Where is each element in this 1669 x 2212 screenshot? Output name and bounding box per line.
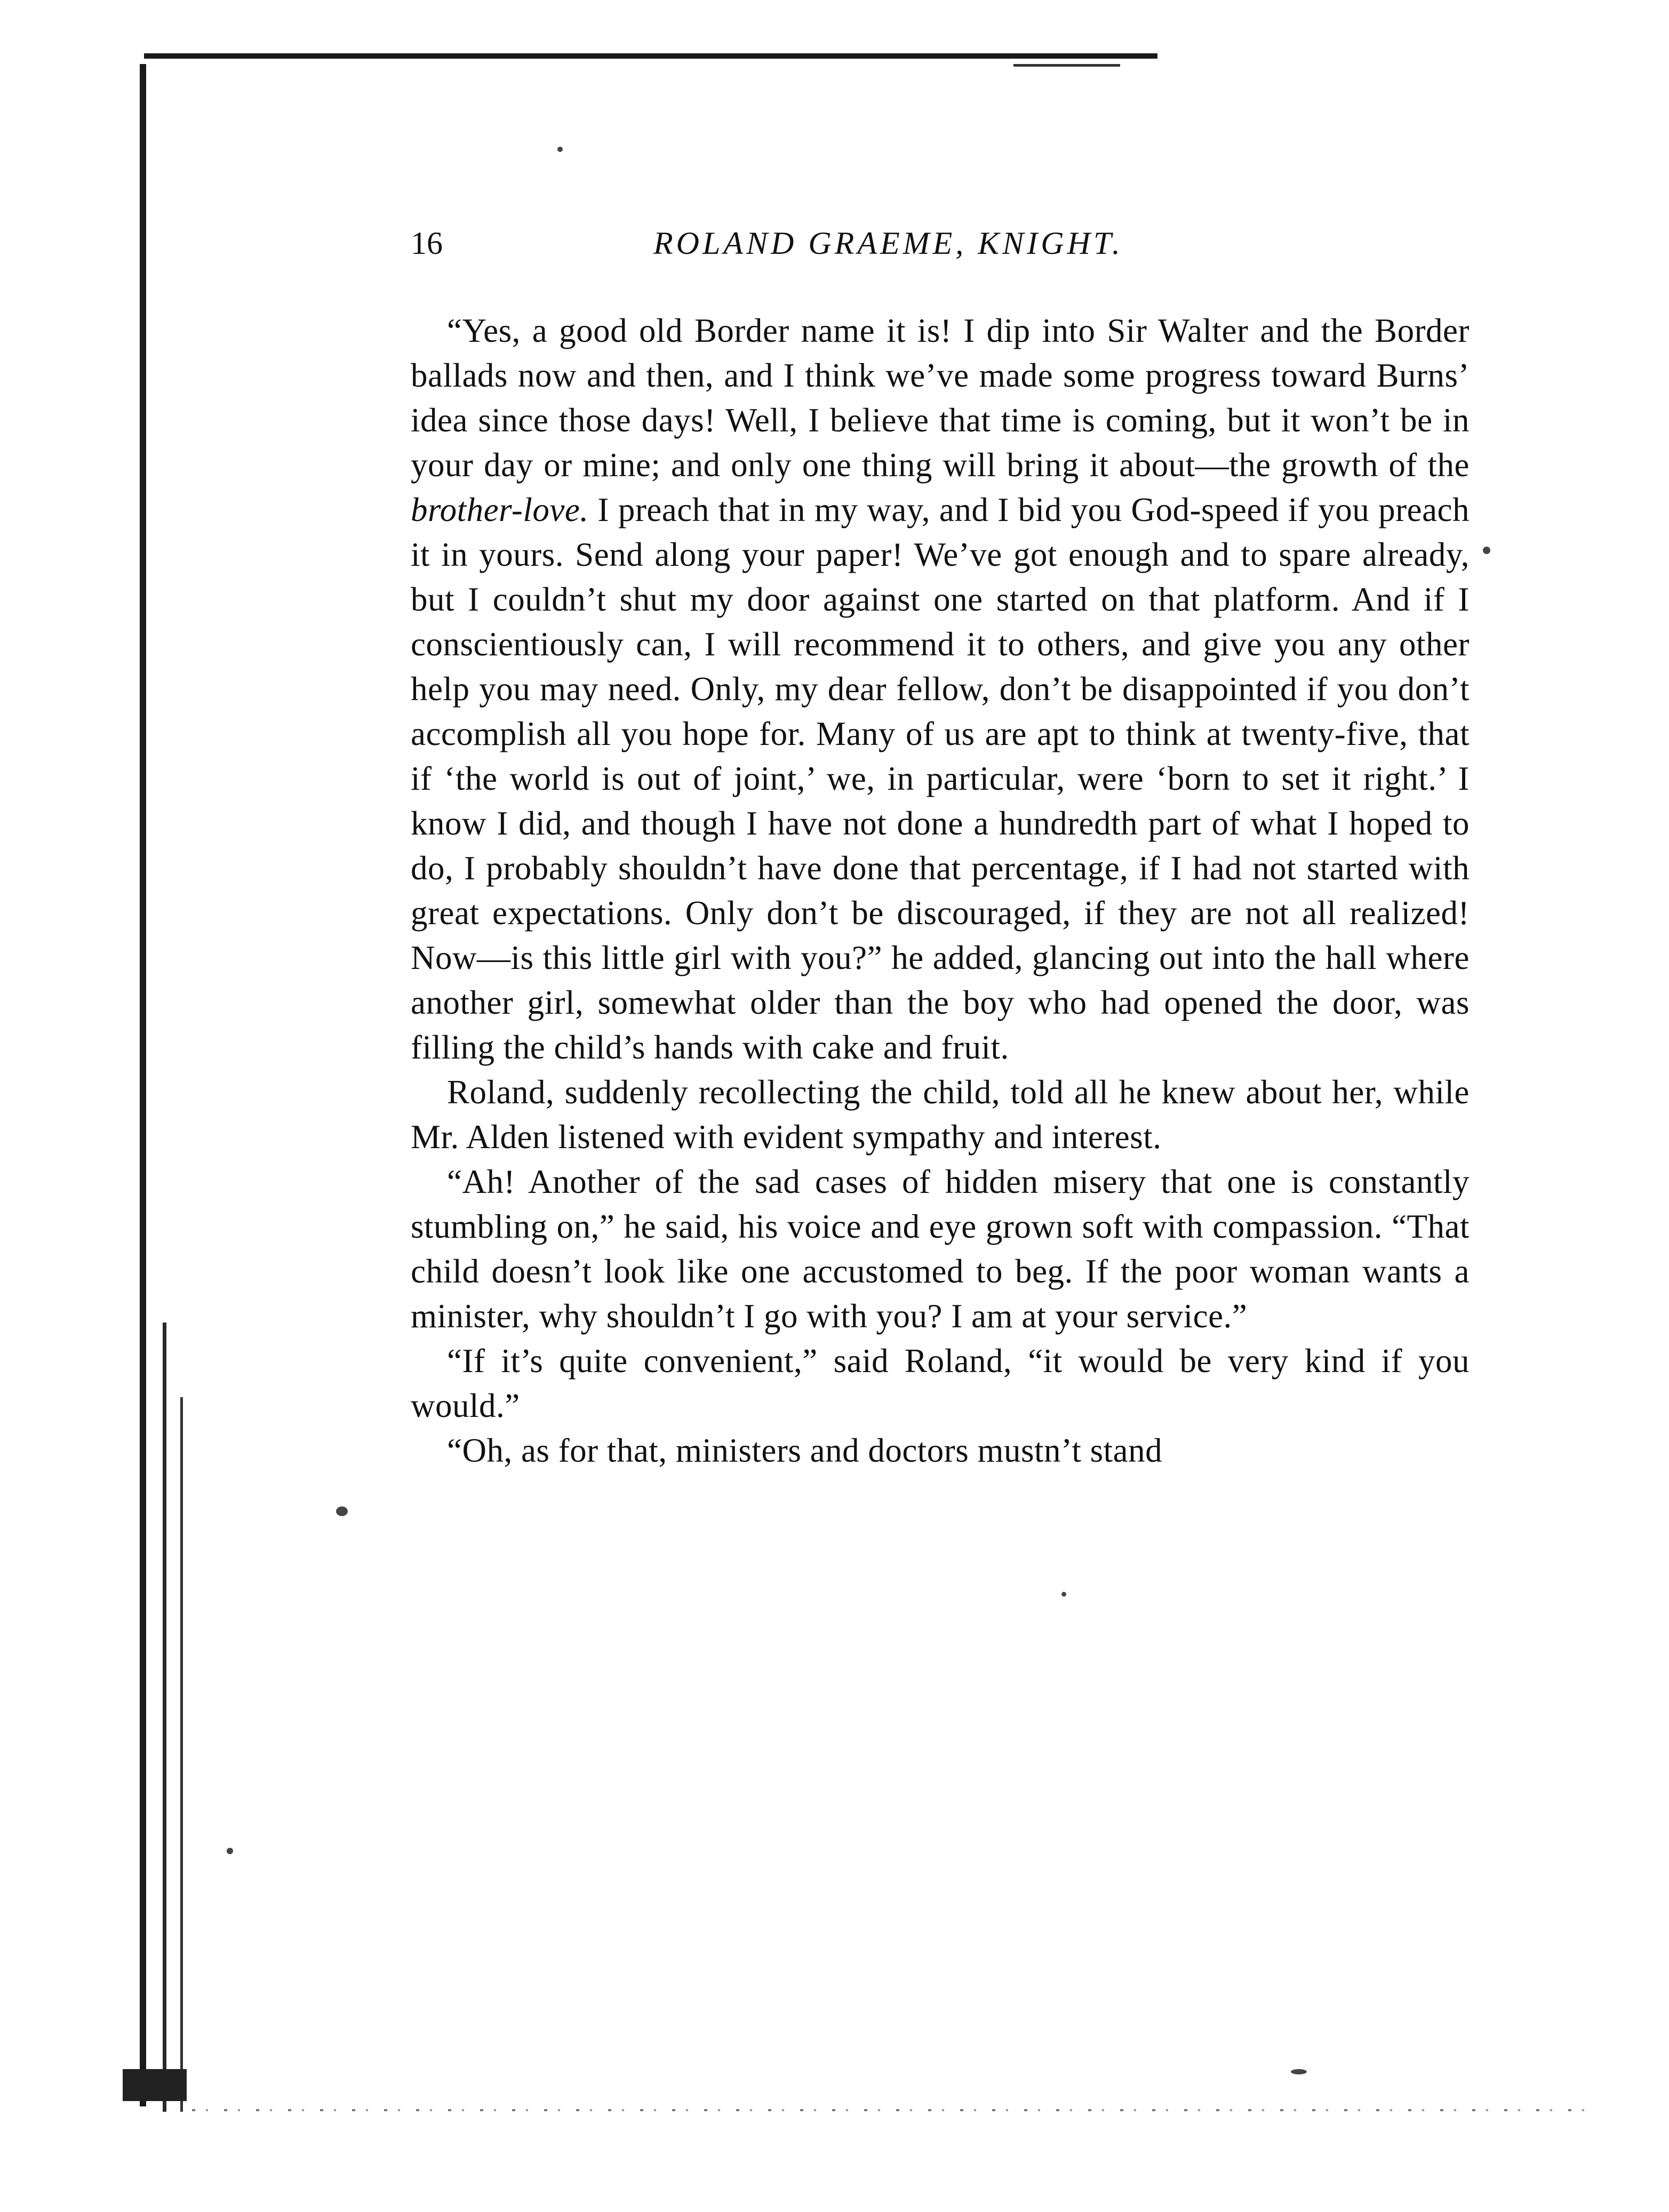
scan-speck	[227, 1848, 233, 1854]
paragraph	[411, 308, 1470, 1070]
running-header	[411, 224, 1243, 262]
paragraph: “Oh, as for that, ministers and doctors mustn’t stand	[447, 1432, 1163, 1469]
paragraph-text: I preach that in my way, and I bid you God-speed if you preach it in yours. Send along your paper! We’ve got enough and to spare already, but I couldn’t shut my door against one started on that platform. And if I conscientiously can, I will recommend it to others, and give you any other help you may need. Only, my dear fellow, don’t be disappointed if you don’t accomplish all you hope for. Many of us are apt to think at twenty-five, that if ‘the world is out of joint,’ we, in particular, were ‘born to set it right.’ I know I did, and though I have not done a hundredth part of what I hoped to do, I probably shouldn’t have done that percentage, if I had not started with great expectations. Only don’t be discouraged, if they are not all realized! Now—is this little girl with you?” he added, glancing out into the hall where another girl, somewhat older than the boy who had opened the door, was filling the child’s hands with cake and fruit.	[411, 491, 1470, 1066]
scan-speck	[557, 147, 563, 152]
running-title: ROLAND GRAEME, KNIGHT.	[653, 226, 1123, 261]
paragraph: “If it’s quite convenient,” said Roland, “it would be very kind if you would.”	[411, 1342, 1470, 1424]
scan-border-left-inner-2	[180, 1397, 183, 2112]
scan-speck	[336, 1506, 348, 1516]
scan-border-left-inner	[163, 1323, 166, 2112]
scan-speck	[1291, 2069, 1307, 2074]
paragraph: “Ah! Another of the sad cases of hidden misery that one is constantly stumbling on,” he said, his voice and eye grown soft with compassion. “That child doesn’t look like one accustomed to beg. If the poor woman wants a minister, why shouldn’t I go with you? I am at your service.”	[411, 1163, 1470, 1335]
emphasis-text: brother-love.	[411, 491, 589, 528]
scan-speck	[1483, 547, 1490, 554]
scan-border-top-tail	[1013, 64, 1120, 67]
page-number: 16	[411, 226, 443, 261]
body-text	[411, 308, 1470, 1473]
scan-border-top	[144, 53, 1157, 59]
scan-border-left	[140, 64, 146, 2106]
paragraph: Roland, suddenly recollecting the child, told all he knew about her, while Mr. Alden listened with evident sympathy and interest.	[411, 1073, 1470, 1156]
scan-speck	[1061, 1592, 1066, 1597]
scan-corner-smudge	[123, 2069, 187, 2101]
paragraph-text: “Yes, a good old Border name it is! I dip into Sir Walter and the Border ballads now and then, and I think we’ve made some progress toward Burns’ idea since those days! Well, I believe that time is coming, but it won’t be in your day or mine; and only one thing will bring it about—the growth of the	[411, 312, 1470, 484]
scan-bottom-noise	[192, 2109, 1590, 2111]
